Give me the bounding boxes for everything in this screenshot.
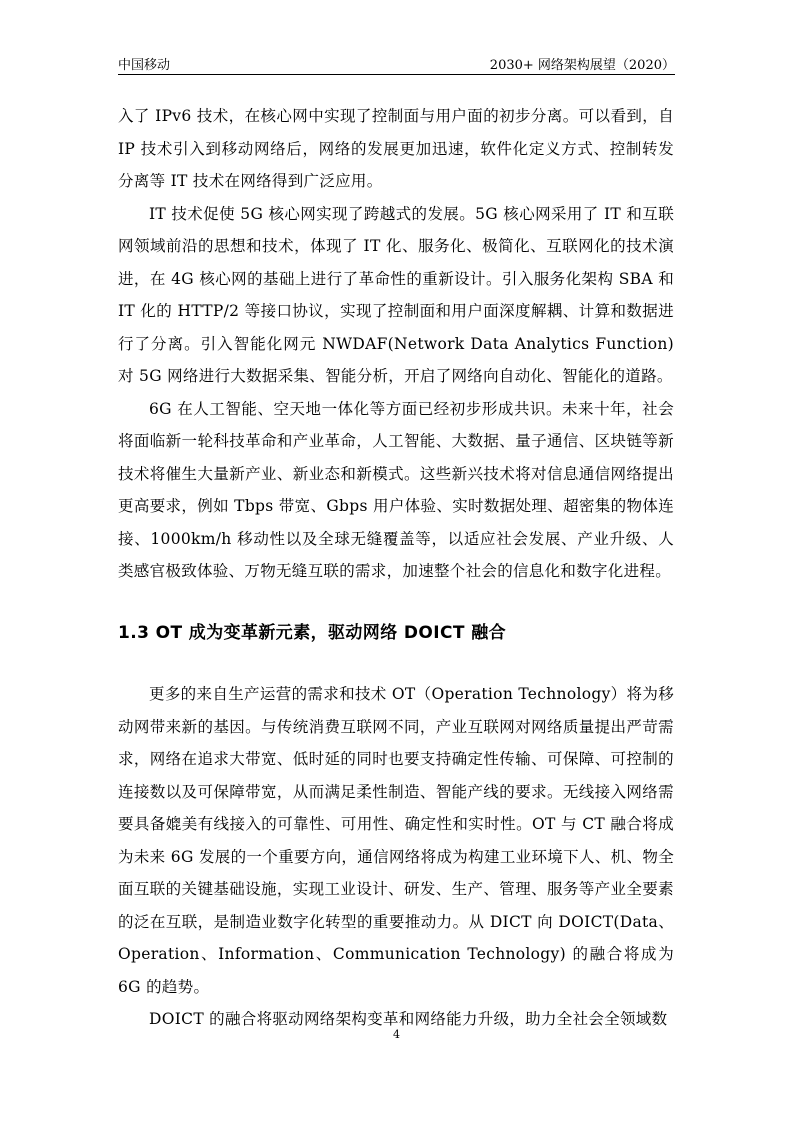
page-header — [118, 52, 675, 75]
paragraph-continuation: 入了 IPv6 技术，在核心网中实现了控制面与用户面的初步分离。可以看到，自 IP 技术引入到移动网络后，网络的发展更加迅速，软件化定义方式、控制转发分离等 IT 技术在网络得到广泛应用。 — [118, 107, 674, 190]
page-number: 4 — [393, 1028, 400, 1041]
paragraph-doict-fusion: DOICT 的融合将驱动网络架构变革和网络能力升级，助力全社会全领域数 — [149, 1010, 668, 1028]
paragraph-5g-core: IT 技术促使 5G 核心网实现了跨越式的发展。5G 核心网采用了 IT 和互联网领域前沿的思想和技术，体现了 IT 化、服务化、极简化、互联网化的技术演进，在 4G 核心网的基础上进行了革命性的重新设计。引入服务化架构 SBA 和 IT 化的 HTTP/2 等接口协议，实现了控制面和用户面深度解耦、计算和数据进行了分离。引入智能化网元 NWDAF(Network Data Analytics Function)对 5G 网络进行大数据采集、智能分析，开启了网络向自动化、智能化的道路。 — [118, 204, 674, 385]
body-text-top — [118, 100, 674, 588]
paragraph-ot-technology: 更多的来自生产运营的需求和技术 OT（Operation Technology）将为移动网带来新的基因。与传统消费互联网不同，产业互联网对网络质量提出严苛需求，网络在追求大带宽、低时延的同时也要支持确定性传输、可保障、可控制的连接数以及可保障带宽，从而满足柔性制造、智能产线的要求。无线接入网络需要具备媲美有线接入的可靠性、可用性、确定性和实时性。OT 与 CT 融合将成为未来 6G 发展的一个重要方向，通信网络将成为构建工业环境下人、机、物全面互联的关键基础设施，实现工业设计、研发、生产、管理、服务等产业全要素的泛在互联，是制造业数字化转型的重要推动力。从 DICT 向 DOICT(Data、Operation、Information、Communication Technology) 的融合将成为 6G 的趋势。 — [118, 685, 674, 996]
section-heading: 1.3 OT 成为变革新元素，驱动网络 DOICT 融合 — [118, 623, 506, 643]
body-text-section — [118, 678, 674, 1036]
header-document-title: 2030+ 网络架构展望（2020） — [489, 58, 675, 73]
header-organization: 中国移动 — [118, 58, 171, 73]
paragraph-6g-consensus: 6G 在人工智能、空天地一体化等方面已经初步形成共识。未来十年，社会将面临新一轮科技革命和产业革命，人工智能、大数据、量子通信、区块链等新技术将催生大量新产业、新业态和新模式。这些新兴技术将对信息通信网络提出更高要求，例如 Tbps 带宽、Gbps 用户体验、实时数据处理、超密集的物体连接、1000km/h 移动性以及全球无缝覆盖等，以适应社会发展、产业升级、人类感官极致体验、万物无缝互联的需求，加速整个社会的信息化和数字化进程。 — [118, 399, 674, 580]
